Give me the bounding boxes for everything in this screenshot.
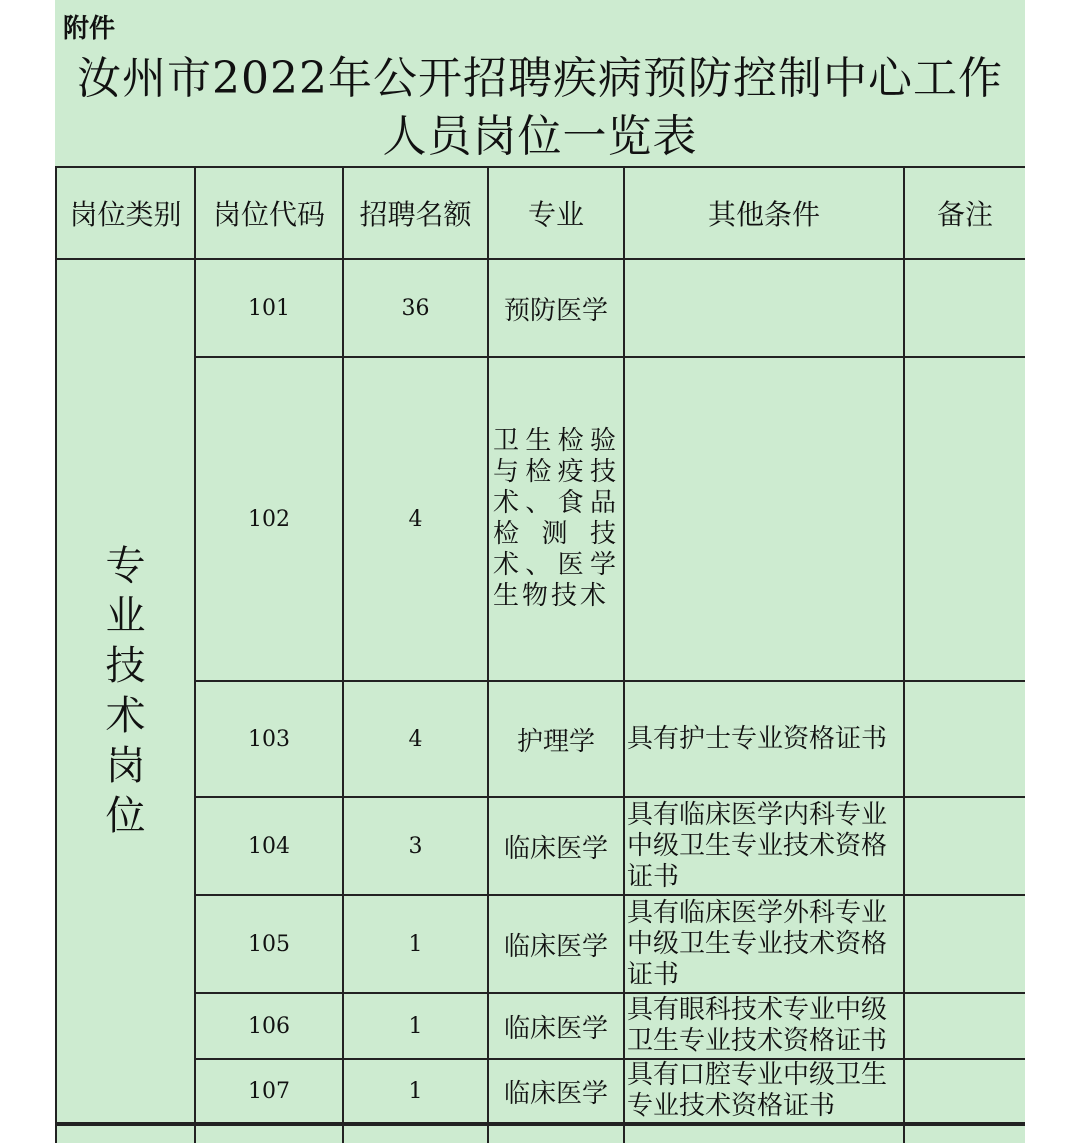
note-cell bbox=[904, 681, 1025, 797]
code-cell: 105 bbox=[195, 895, 343, 993]
column-header-conditions: 其他条件 bbox=[624, 167, 904, 259]
code-cell: 101 bbox=[195, 259, 343, 357]
major-cell: 临床医学 bbox=[488, 895, 624, 993]
note-cell bbox=[904, 357, 1025, 681]
conditions-cell: 具有临床医学内科专业中级卫生专业技术资格证书 bbox=[624, 797, 904, 895]
column-header-category: 岗位类别 bbox=[56, 167, 195, 259]
count-cell: 4 bbox=[343, 357, 488, 681]
spreadsheet-page bbox=[55, 0, 1025, 1143]
category-label: 专业技术岗位 bbox=[105, 543, 146, 839]
table-row bbox=[56, 357, 1025, 681]
column-header-count: 招聘名额 bbox=[343, 167, 488, 259]
table-row bbox=[56, 895, 1025, 993]
note-cell bbox=[904, 797, 1025, 895]
conditions-cell bbox=[624, 259, 904, 357]
empty-cell bbox=[904, 1124, 1025, 1143]
conditions-cell: 具有眼科技术专业中级卫生专业技术资格证书 bbox=[624, 993, 904, 1059]
count-cell: 4 bbox=[343, 681, 488, 797]
code-cell: 104 bbox=[195, 797, 343, 895]
column-header-note: 备注 bbox=[904, 167, 1025, 259]
major-cell: 临床医学 bbox=[488, 797, 624, 895]
attachment-label: 附件 bbox=[63, 14, 116, 44]
empty-cell bbox=[195, 1124, 343, 1143]
position-table bbox=[55, 166, 1025, 1143]
code-cell: 102 bbox=[195, 357, 343, 681]
empty-cell bbox=[488, 1124, 624, 1143]
note-cell bbox=[904, 1059, 1025, 1124]
note-cell bbox=[904, 259, 1025, 357]
major-cell: 护理学 bbox=[488, 681, 624, 797]
conditions-cell: 具有口腔专业中级卫生专业技术资格证书 bbox=[624, 1059, 904, 1124]
major-cell: 预防医学 bbox=[488, 259, 624, 357]
category-cell bbox=[56, 259, 195, 1124]
count-cell: 1 bbox=[343, 1059, 488, 1124]
code-cell: 103 bbox=[195, 681, 343, 797]
count-cell: 1 bbox=[343, 993, 488, 1059]
conditions-cell: 具有临床医学外科专业中级卫生专业技术资格证书 bbox=[624, 895, 904, 993]
major-cell: 临床医学 bbox=[488, 1059, 624, 1124]
table-header-row bbox=[56, 167, 1025, 259]
empty-cell bbox=[56, 1124, 195, 1143]
code-cell: 107 bbox=[195, 1059, 343, 1124]
column-header-code: 岗位代码 bbox=[195, 167, 343, 259]
table-row bbox=[56, 1059, 1025, 1124]
count-cell: 36 bbox=[343, 259, 488, 357]
count-cell: 3 bbox=[343, 797, 488, 895]
code-cell: 106 bbox=[195, 993, 343, 1059]
table-row bbox=[56, 259, 1025, 357]
note-cell bbox=[904, 993, 1025, 1059]
column-header-major: 专业 bbox=[488, 167, 624, 259]
count-cell: 1 bbox=[343, 895, 488, 993]
major-cell: 临床医学 bbox=[488, 993, 624, 1059]
conditions-cell: 具有护士专业资格证书 bbox=[624, 681, 904, 797]
empty-cell bbox=[624, 1124, 904, 1143]
note-cell bbox=[904, 895, 1025, 993]
page-title: 汝州市2022年公开招聘疾病预防控制中心工作人员岗位一览表 bbox=[77, 53, 1003, 162]
table-row-partial bbox=[56, 1124, 1025, 1143]
table-row bbox=[56, 797, 1025, 895]
conditions-cell bbox=[624, 357, 904, 681]
empty-cell bbox=[343, 1124, 488, 1143]
table-row bbox=[56, 993, 1025, 1059]
table-row bbox=[56, 681, 1025, 797]
major-cell: 卫生检验与检疫技术、食品检测技术、医学生物技术 bbox=[488, 357, 624, 681]
